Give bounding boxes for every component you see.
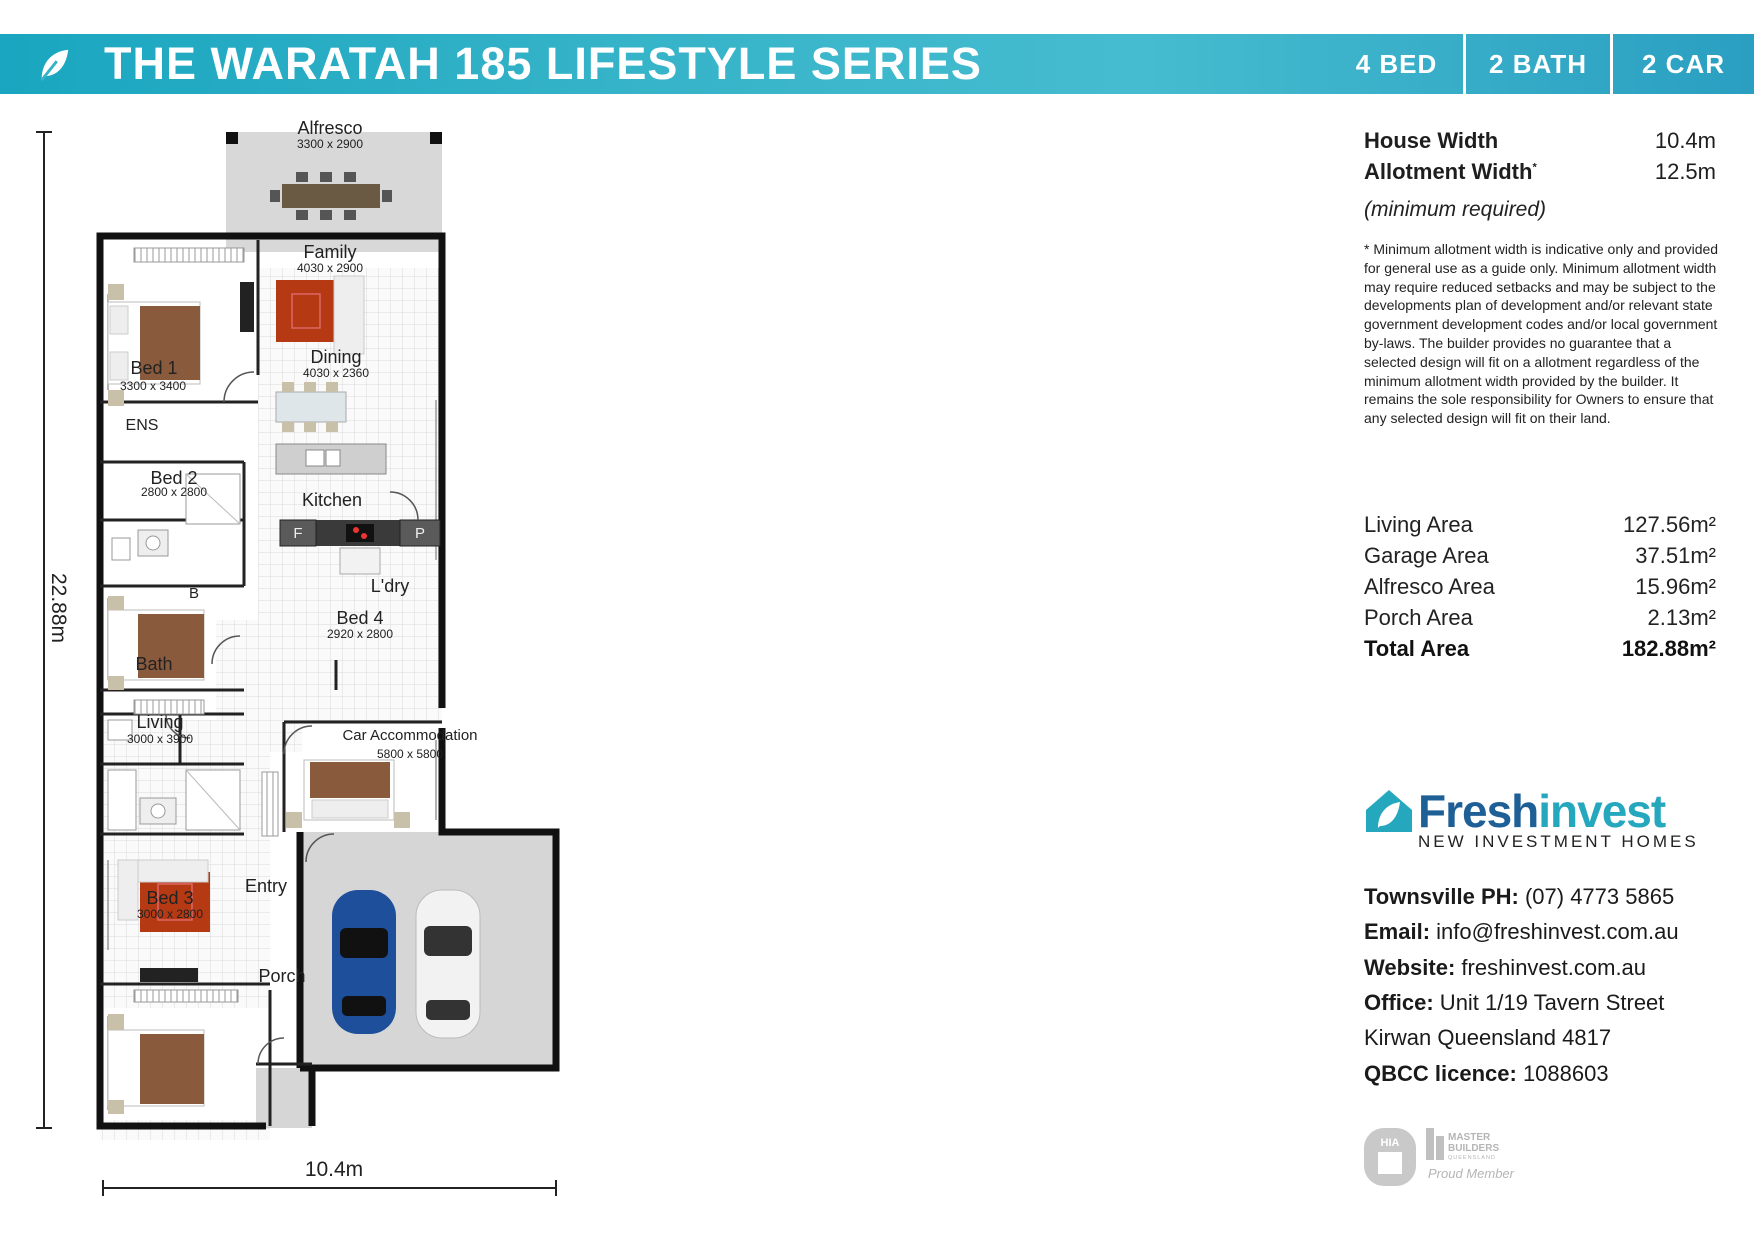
- family-dimensions: 4030 x 2900: [296, 261, 364, 275]
- bed-4-label: Bed 4: [336, 608, 384, 628]
- wardrobe: [134, 990, 238, 1002]
- car-accommodation-label: Car Accommodation: [342, 727, 478, 744]
- email-link[interactable]: info@freshinvest.com.au: [1430, 919, 1679, 944]
- allotment-width-value: 12.5m: [1654, 159, 1716, 184]
- bed-4-icon: [286, 760, 410, 828]
- bed-1-label: Bed 1: [130, 358, 178, 378]
- house-width-value: 10.4m: [1654, 128, 1716, 153]
- allotment-width-label: Allotment Width: [1364, 159, 1533, 184]
- house-width-label: House Width: [1364, 128, 1499, 153]
- entry-label: Entry: [244, 876, 288, 896]
- bed-2-dimensions: 2800 x 2800: [140, 485, 208, 499]
- overall-depth-label: 22.88m: [47, 572, 70, 644]
- total-area-label: Total Area: [1364, 636, 1470, 661]
- living-area-row: [1364, 512, 1716, 538]
- svg-text:QUEENSLAND: QUEENSLAND: [1448, 1155, 1496, 1161]
- alfresco-label: Alfresco: [297, 120, 363, 138]
- garage-area-row: [1364, 543, 1716, 569]
- hia-logo: [1364, 1128, 1416, 1186]
- brand-wordmark: Freshinvest: [1418, 785, 1666, 837]
- office-suburb-row: [1364, 1025, 1734, 1051]
- white-car-icon: [416, 890, 480, 1038]
- alfresco-area-row: [1364, 574, 1716, 600]
- car-accommodation-dimensions: 5800 x 5800: [376, 747, 444, 761]
- total-area-value: 182.88m²: [1621, 636, 1716, 661]
- dining-dimensions: 4030 x 2360: [302, 366, 370, 380]
- floor-plan: [30, 120, 570, 1200]
- minimum-required-note: (minimum required): [1364, 198, 1547, 221]
- wardrobe: [262, 772, 278, 836]
- phone-row: Townsville PH: (07) 4773 5865: [1364, 884, 1675, 909]
- allotment-width-asterisk: *: [1532, 161, 1537, 174]
- porch-area: [256, 1068, 312, 1128]
- website-row: Website: freshinvest.com.au: [1364, 955, 1647, 980]
- dining-label: Dining: [310, 347, 362, 367]
- leaf-icon: [34, 46, 72, 84]
- bed-2-label: Bed 2: [150, 468, 198, 488]
- area-value: 127.56m²: [1623, 512, 1716, 537]
- porch-area-row: [1364, 605, 1716, 631]
- bed-3-label: Bed 3: [146, 888, 194, 908]
- qbcc-number: 1088603: [1516, 1061, 1609, 1086]
- dining-table-icon: [276, 382, 346, 432]
- living-tv-unit-icon: [140, 968, 198, 982]
- freshinvest-logo: [1364, 785, 1724, 852]
- svg-text:HIA: HIA: [1380, 1137, 1400, 1149]
- email-row: Email: info@freshinvest.com.au: [1364, 919, 1679, 944]
- kitchen-island-icon: [276, 444, 386, 474]
- alfresco-dimensions: 3300 x 2900: [296, 137, 364, 151]
- bath-label: Bath: [135, 654, 173, 674]
- svg-text:MASTER: MASTER: [1448, 1132, 1491, 1143]
- area-label: Garage Area: [1364, 543, 1489, 568]
- bed-count-badge: 4 BED: [1355, 48, 1438, 79]
- allotment-width-row: [1364, 159, 1716, 185]
- website-link[interactable]: freshinvest.com.au: [1455, 955, 1647, 980]
- area-value: 15.96m²: [1635, 574, 1716, 599]
- area-label: Porch Area: [1364, 605, 1473, 630]
- fridge-label: F: [293, 525, 303, 542]
- kitchen-label: Kitchen: [301, 490, 363, 510]
- house-leaf-icon: [1364, 788, 1414, 834]
- house-width-row: [1364, 128, 1716, 154]
- page-title: THE WARATAH 185 LIFESTYLE SERIES: [104, 38, 982, 89]
- wardrobe: [134, 248, 244, 262]
- broom-cupboard-label: B: [188, 585, 200, 602]
- phone-number[interactable]: (07) 4773 5865: [1518, 884, 1675, 909]
- office-address: Unit 1/19 Tavern Street: [1433, 990, 1665, 1015]
- bath-count-badge: 2 BATH: [1489, 48, 1587, 79]
- pantry-label: P: [414, 525, 426, 542]
- porch-label: Porch: [258, 966, 306, 986]
- area-value: 37.51m²: [1635, 543, 1716, 568]
- office-suburb: Kirwan Queensland 4817: [1364, 1025, 1612, 1050]
- bed-4-dimensions: 2920 x 2800: [326, 627, 394, 641]
- header-banner: [0, 34, 1754, 94]
- qbcc-row: QBCC licence: 1088603: [1364, 1061, 1609, 1086]
- membership-logos: [1362, 1124, 1552, 1190]
- laundry-tub-icon: [340, 548, 380, 574]
- office-row: Office: Unit 1/19 Tavern Street: [1364, 990, 1665, 1015]
- area-value: 2.13m²: [1647, 605, 1716, 630]
- bed-1-dimensions: 3300 x 3400: [119, 379, 187, 393]
- family-label: Family: [303, 242, 357, 262]
- area-label: Living Area: [1364, 512, 1473, 537]
- width-dimension-line: [103, 1180, 556, 1196]
- car-count-badge: 2 CAR: [1641, 48, 1725, 79]
- disclaimer-text: * Minimum allotment width is indicative only and provided for general use as a guide only. Minimum allotment width may require reduced setbacks and may be subject to the developments plan of development and/or relevant state government development codes and/or local government by-laws. The builder provides no guarantee that a selected design will fit on a allotment regardless of the minimum allotment width provided by the builder. It remains the sole responsibility for Owners to ensure that any selected design will fit on their land.: [1364, 241, 1719, 427]
- svg-text:Proud Member: Proud Member: [1428, 1166, 1514, 1181]
- brand-tagline: NEW INVESTMENT HOMES: [1418, 832, 1699, 851]
- svg-text:BUILDERS: BUILDERS: [1448, 1143, 1500, 1154]
- laundry-label: L'dry: [370, 576, 410, 596]
- living-label: Living: [136, 712, 184, 732]
- bed-2-icon: [108, 596, 204, 690]
- tv-unit-icon: [240, 282, 254, 332]
- overall-width-label: 10.4m: [304, 1158, 364, 1181]
- blue-car-icon: [332, 890, 396, 1034]
- total-area-row: [1364, 636, 1716, 662]
- living-dimensions: 3000 x 3900: [126, 732, 194, 746]
- master-builders-logo: [1426, 1128, 1515, 1181]
- area-label: Alfresco Area: [1364, 574, 1495, 599]
- ensuite-label: ENS: [125, 417, 159, 434]
- bed-3-dimensions: 3000 x 2800: [136, 907, 204, 921]
